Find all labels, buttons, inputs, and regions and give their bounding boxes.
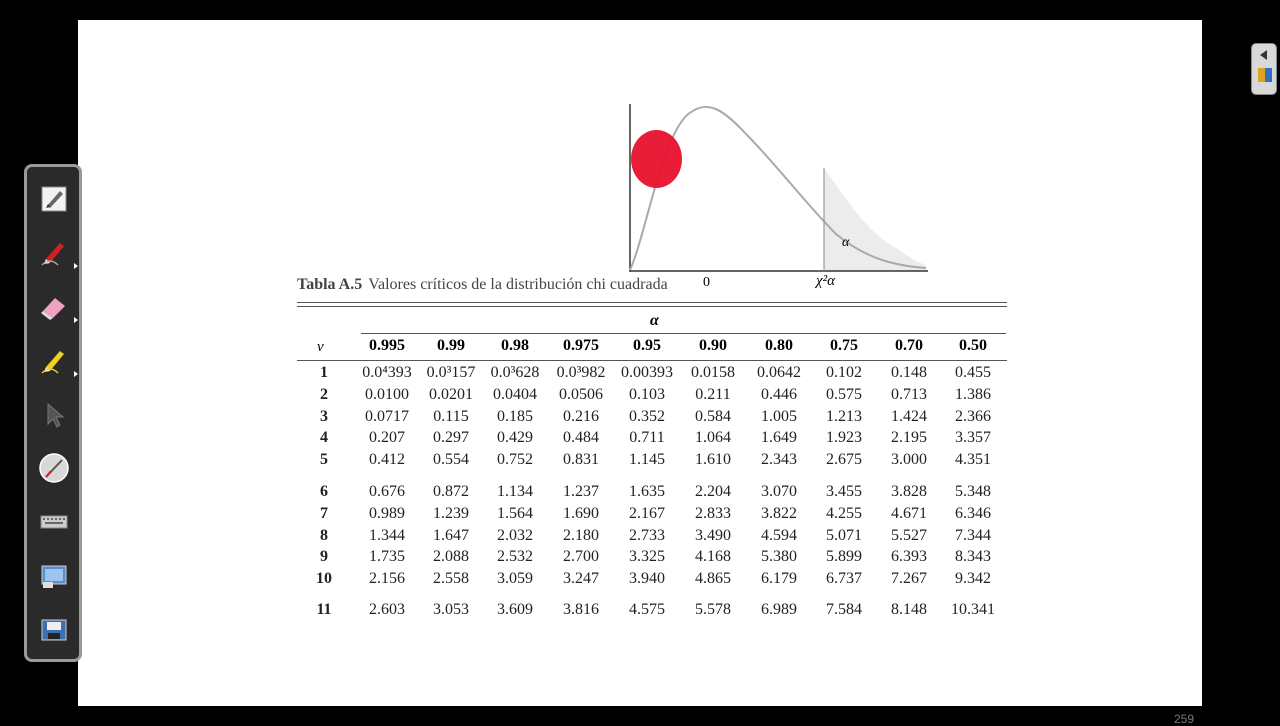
value-cell: 3.325 xyxy=(629,548,665,565)
eraser-icon[interactable] xyxy=(36,289,72,325)
value-cell: 0.584 xyxy=(695,408,731,425)
column-header: 0.70 xyxy=(895,337,923,354)
value-cell: 2.195 xyxy=(891,429,927,446)
table-caption xyxy=(297,276,668,294)
value-cell: 8.343 xyxy=(955,548,991,565)
value-cell: 0.0506 xyxy=(559,386,603,403)
value-cell: 3.940 xyxy=(629,570,665,587)
column-header: 0.50 xyxy=(959,337,987,354)
value-cell: 2.204 xyxy=(695,483,731,500)
value-cell: 1.237 xyxy=(563,483,599,500)
table-top-rule-2 xyxy=(297,306,1007,307)
value-cell: 0.0642 xyxy=(757,364,801,381)
value-cell: 10.341 xyxy=(951,601,995,618)
value-cell: 7.584 xyxy=(826,601,862,618)
column-header: 0.95 xyxy=(633,337,661,354)
value-cell: 2.180 xyxy=(563,527,599,544)
value-cell: 0.297 xyxy=(433,429,469,446)
highlighter-red-icon[interactable] xyxy=(36,235,72,271)
value-cell: 0.0³157 xyxy=(426,364,476,381)
value-cell: 0.207 xyxy=(369,429,405,446)
value-cell: 0.446 xyxy=(761,386,797,403)
column-header: 0.995 xyxy=(369,337,405,354)
value-cell: 1.735 xyxy=(369,548,405,565)
value-cell: 6.737 xyxy=(826,570,862,587)
value-cell: 3.822 xyxy=(761,505,797,522)
column-header: 0.98 xyxy=(501,337,529,354)
value-cell: 0.216 xyxy=(563,408,599,425)
value-cell: 5.348 xyxy=(955,483,991,500)
page-number: 259 xyxy=(1174,712,1195,726)
value-cell: 5.527 xyxy=(891,527,927,544)
value-cell: 2.156 xyxy=(369,570,405,587)
tail-area xyxy=(824,168,926,271)
nu-cell: 3 xyxy=(320,408,328,425)
value-cell: 0.0⁴393 xyxy=(362,364,412,381)
nu-cell: 9 xyxy=(320,548,328,565)
value-cell: 2.675 xyxy=(826,451,862,468)
value-cell: 3.070 xyxy=(761,483,797,500)
value-cell: 3.059 xyxy=(497,570,533,587)
value-cell: 6.179 xyxy=(761,570,797,587)
table-row xyxy=(297,408,1007,428)
pen-tool-icon[interactable] xyxy=(36,181,72,217)
value-cell: 0.0717 xyxy=(365,408,409,425)
value-cell: 1.690 xyxy=(563,505,599,522)
value-cell: 1.564 xyxy=(497,505,533,522)
value-cell: 0.0404 xyxy=(493,386,537,403)
annotation-red-dot xyxy=(631,130,682,188)
value-cell: 0.0201 xyxy=(429,386,473,403)
table-row xyxy=(297,527,1007,547)
value-cell: 3.455 xyxy=(826,483,862,500)
highlighter-yellow-icon[interactable] xyxy=(36,343,72,379)
value-cell: 1.649 xyxy=(761,429,797,446)
table-row xyxy=(297,601,1007,621)
nu-cell: 11 xyxy=(316,601,332,618)
column-header: 0.99 xyxy=(437,337,465,354)
value-cell: 6.346 xyxy=(955,505,991,522)
nu-cell: 5 xyxy=(320,451,328,468)
value-cell: 0.429 xyxy=(497,429,533,446)
table-top-rule-1 xyxy=(297,302,1007,303)
table-row xyxy=(297,548,1007,568)
pointer-icon[interactable] xyxy=(36,397,72,433)
value-cell: 1.923 xyxy=(826,429,862,446)
value-cell: 3.816 xyxy=(563,601,599,618)
value-cell: 0.752 xyxy=(497,451,533,468)
value-cell: 3.053 xyxy=(433,601,469,618)
value-cell: 0.554 xyxy=(433,451,469,468)
value-cell: 3.609 xyxy=(497,601,533,618)
table-row xyxy=(297,570,1007,590)
collapse-arrow-icon[interactable] xyxy=(1260,50,1267,60)
value-cell: 4.671 xyxy=(891,505,927,522)
value-cell: 0.0³982 xyxy=(556,364,606,381)
panel-icons xyxy=(1258,68,1272,82)
value-cell: 0.484 xyxy=(563,429,599,446)
value-cell: 2.343 xyxy=(761,451,797,468)
value-cell: 0.352 xyxy=(629,408,665,425)
value-cell: 1.635 xyxy=(629,483,665,500)
nu-cell: 1 xyxy=(320,364,328,381)
top-black-bar xyxy=(0,0,1280,15)
value-cell: 2.366 xyxy=(955,408,991,425)
value-cell: 0.211 xyxy=(695,386,731,403)
value-cell: 4.168 xyxy=(695,548,731,565)
value-cell: 0.185 xyxy=(497,408,533,425)
save-icon[interactable] xyxy=(36,612,72,648)
value-cell: 4.865 xyxy=(695,570,731,587)
value-cell: 1.213 xyxy=(826,408,862,425)
value-cell: 2.833 xyxy=(695,505,731,522)
table-row xyxy=(297,364,1007,384)
value-cell: 0.00393 xyxy=(621,364,673,381)
value-cell: 1.610 xyxy=(695,451,731,468)
value-cell: 4.351 xyxy=(955,451,991,468)
value-cell: 0.103 xyxy=(629,386,665,403)
value-cell: 3.357 xyxy=(955,429,991,446)
nu-cell: 6 xyxy=(320,483,328,500)
nu-cell: 7 xyxy=(320,505,328,522)
value-cell: 1.424 xyxy=(891,408,927,425)
value-cell: 2.167 xyxy=(629,505,665,522)
keyboard-icon[interactable] xyxy=(36,504,72,540)
alpha-header: α xyxy=(650,312,659,329)
value-cell: 1.145 xyxy=(629,451,665,468)
value-cell: 5.380 xyxy=(761,548,797,565)
value-cell: 9.342 xyxy=(955,570,991,587)
alpha-rule xyxy=(361,333,1006,334)
column-header: 0.975 xyxy=(563,337,599,354)
value-cell: 2.603 xyxy=(369,601,405,618)
value-cell: 4.575 xyxy=(629,601,665,618)
value-cell: 6.393 xyxy=(891,548,927,565)
nu-header: v xyxy=(317,339,324,355)
origin-label: 0 xyxy=(703,275,710,290)
table-row xyxy=(297,429,1007,449)
value-cell: 3.490 xyxy=(695,527,731,544)
value-cell: 0.575 xyxy=(826,386,862,403)
value-cell: 7.267 xyxy=(891,570,927,587)
value-cell: 0.0158 xyxy=(691,364,735,381)
value-cell: 1.064 xyxy=(695,429,731,446)
value-cell: 0.0100 xyxy=(365,386,409,403)
value-cell: 0.455 xyxy=(955,364,991,381)
nu-cell: 4 xyxy=(320,429,328,446)
value-cell: 0.676 xyxy=(369,483,405,500)
table-row xyxy=(297,386,1007,406)
value-cell: 8.148 xyxy=(891,601,927,618)
column-header: 0.75 xyxy=(830,337,858,354)
value-cell: 4.255 xyxy=(826,505,862,522)
value-cell: 0.102 xyxy=(826,364,862,381)
value-cell: 4.594 xyxy=(761,527,797,544)
caption-label: Tabla A.5 xyxy=(297,276,363,293)
nu-cell: 8 xyxy=(320,527,328,544)
table-row xyxy=(297,451,1007,471)
value-cell: 1.344 xyxy=(369,527,405,544)
value-cell: 1.647 xyxy=(433,527,469,544)
value-cell: 1.134 xyxy=(497,483,533,500)
value-cell: 2.733 xyxy=(629,527,665,544)
nu-cell: 2 xyxy=(320,386,328,403)
value-cell: 0.148 xyxy=(891,364,927,381)
screen-capture-icon[interactable] xyxy=(36,558,72,594)
value-cell: 2.032 xyxy=(497,527,533,544)
value-cell: 6.989 xyxy=(761,601,797,618)
value-cell: 1.005 xyxy=(761,408,797,425)
column-header: 0.80 xyxy=(765,337,793,354)
table-row xyxy=(297,483,1007,503)
value-cell: 0.0³628 xyxy=(490,364,540,381)
value-cell: 3.828 xyxy=(891,483,927,500)
critical-value-label: χ²α xyxy=(816,273,835,289)
value-cell: 2.700 xyxy=(563,548,599,565)
laser-pointer-icon[interactable] xyxy=(36,450,72,486)
nu-cell: 10 xyxy=(316,570,332,587)
value-cell: 5.071 xyxy=(826,527,862,544)
column-header: 0.90 xyxy=(699,337,727,354)
value-cell: 0.115 xyxy=(433,408,469,425)
value-cell: 0.412 xyxy=(369,451,405,468)
collapsed-side-panel[interactable] xyxy=(1251,43,1277,95)
value-cell: 2.558 xyxy=(433,570,469,587)
value-cell: 5.899 xyxy=(826,548,862,565)
value-cell: 2.532 xyxy=(497,548,533,565)
caption-text: Valores críticos de la distribución chi cuadrada xyxy=(368,276,668,293)
value-cell: 0.711 xyxy=(629,429,665,446)
value-cell: 3.000 xyxy=(891,451,927,468)
value-cell: 2.088 xyxy=(433,548,469,565)
value-cell: 1.239 xyxy=(433,505,469,522)
value-cell: 1.386 xyxy=(955,386,991,403)
value-cell: 7.344 xyxy=(955,527,991,544)
value-cell: 0.872 xyxy=(433,483,469,500)
value-cell: 0.989 xyxy=(369,505,405,522)
value-cell: 0.831 xyxy=(563,451,599,468)
annotation-toolbar xyxy=(24,164,82,662)
value-cell: 0.713 xyxy=(891,386,927,403)
value-cell: 3.247 xyxy=(563,570,599,587)
tail-alpha-label: α xyxy=(842,235,850,250)
table-row xyxy=(297,505,1007,525)
value-cell: 5.578 xyxy=(695,601,731,618)
header-bottom-rule xyxy=(297,360,1007,361)
